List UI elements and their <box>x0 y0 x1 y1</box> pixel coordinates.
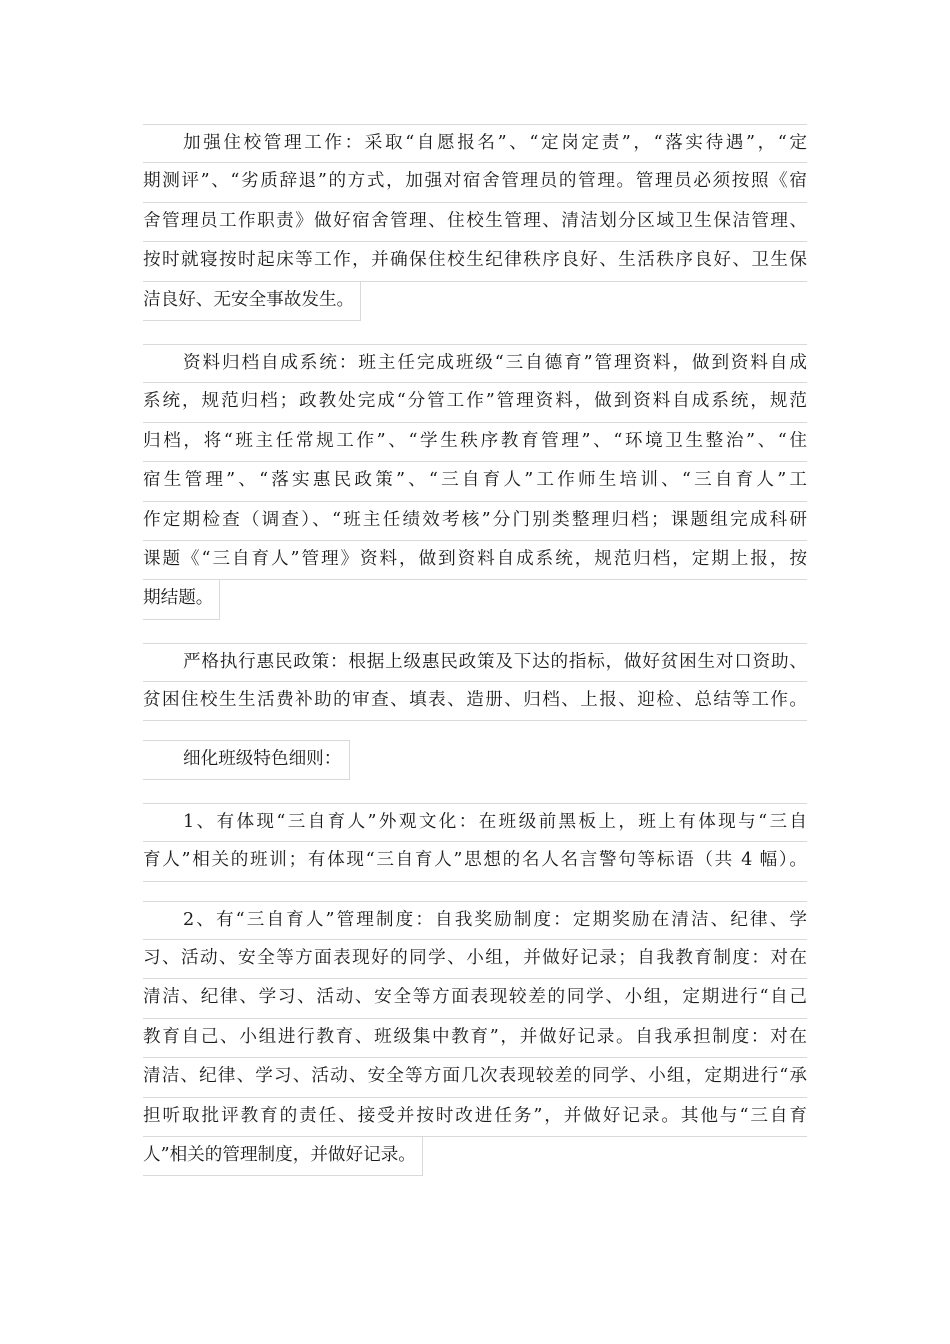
text-line: 2、有“三自育人”管理制度：自我奖励制度：定期奖励在清洁、纪律、学 <box>143 901 807 940</box>
text-line: 教育自己、小组进行教育、班级集中教育”，并做好记录。自我承担制度：对在 <box>143 1019 807 1058</box>
paragraph-dormitory-management <box>143 124 807 325</box>
text-line: 作定期检查（调查）、“班主任绩效考核”分门别类整理归档；课题组完成科研 <box>143 502 807 541</box>
paragraph-class-culture <box>143 803 807 882</box>
text-line: 1、有体现“三自育人”外观文化：在班级前黑板上，班上有体现与“三自 <box>143 803 807 842</box>
text-line: 贫困住校生生活费补助的审查、填表、造册、归档、上报、迎检、总结等工作。 <box>143 682 807 721</box>
text-line: 期结题。 <box>143 580 220 619</box>
text-line: 严格执行惠民政策：根据上级惠民政策及下达的指标，做好贫困生对口资助、 <box>143 643 807 682</box>
text-line: 归档，将“班主任常规工作”、“学生秩序教育管理”、“环境卫生整治”、“住 <box>143 423 807 462</box>
text-line: 育人”相关的班训；有体现“三自育人”思想的名人名言警句等标语（共 4 幅）。 <box>143 842 807 881</box>
text-line: 人”相关的管理制度，并做好记录。 <box>143 1137 423 1176</box>
text-line: 习、活动、安全等方面表现好的同学、小组，并做好记录；自我教育制度：对在 <box>143 940 807 979</box>
text-line: 清洁、纪律、学习、活动、安全等方面几次表现较差的同学、小组，定期进行“承 <box>143 1058 807 1097</box>
paragraph-class-rules-heading <box>143 740 807 783</box>
text-line: 期测评”、“劣质辞退”的方式，加强对宿舍管理员的管理。管理员必须按照《宿 <box>143 163 807 202</box>
text-line: 舍管理员工作职责》做好宿舍管理、住校生管理、清洁划分区域卫生保洁管理、 <box>143 203 807 242</box>
text-line: 系统，规范归档；政教处完成“分管工作”管理资料，做到资料自成系统，规范 <box>143 383 807 422</box>
text-line: 课题《“三自育人”管理》资料，做到资料自成系统，规范归档，定期上报，按 <box>143 541 807 580</box>
text-line: 洁良好、无安全事故发生。 <box>143 282 361 321</box>
text-line: 资料归档自成系统：班主任完成班级“三自德育”管理资料，做到资料自成 <box>143 344 807 383</box>
text-line: 清洁、纪律、学习、活动、安全等方面表现较差的同学、小组，定期进行“自己 <box>143 979 807 1018</box>
paragraph-welfare-policy <box>143 643 807 722</box>
text-line: 细化班级特色细则： <box>143 740 350 779</box>
text-line: 担听取批评教育的责任、接受并按时改进任务”，并做好记录。其他与“三自育 <box>143 1098 807 1137</box>
text-line: 加强住校管理工作：采取“自愿报名”、“定岗定责”，“落实待遇”，“定 <box>143 124 807 163</box>
document-body <box>143 124 807 1199</box>
paragraph-archive-system <box>143 344 807 624</box>
paragraph-management-system <box>143 901 807 1181</box>
text-line: 宿生管理”、“落实惠民政策”、“三自育人”工作师生培训、“三自育人”工 <box>143 462 807 501</box>
text-line: 按时就寝按时起床等工作，并确保住校生纪律秩序良好、生活秩序良好、卫生保 <box>143 242 807 281</box>
